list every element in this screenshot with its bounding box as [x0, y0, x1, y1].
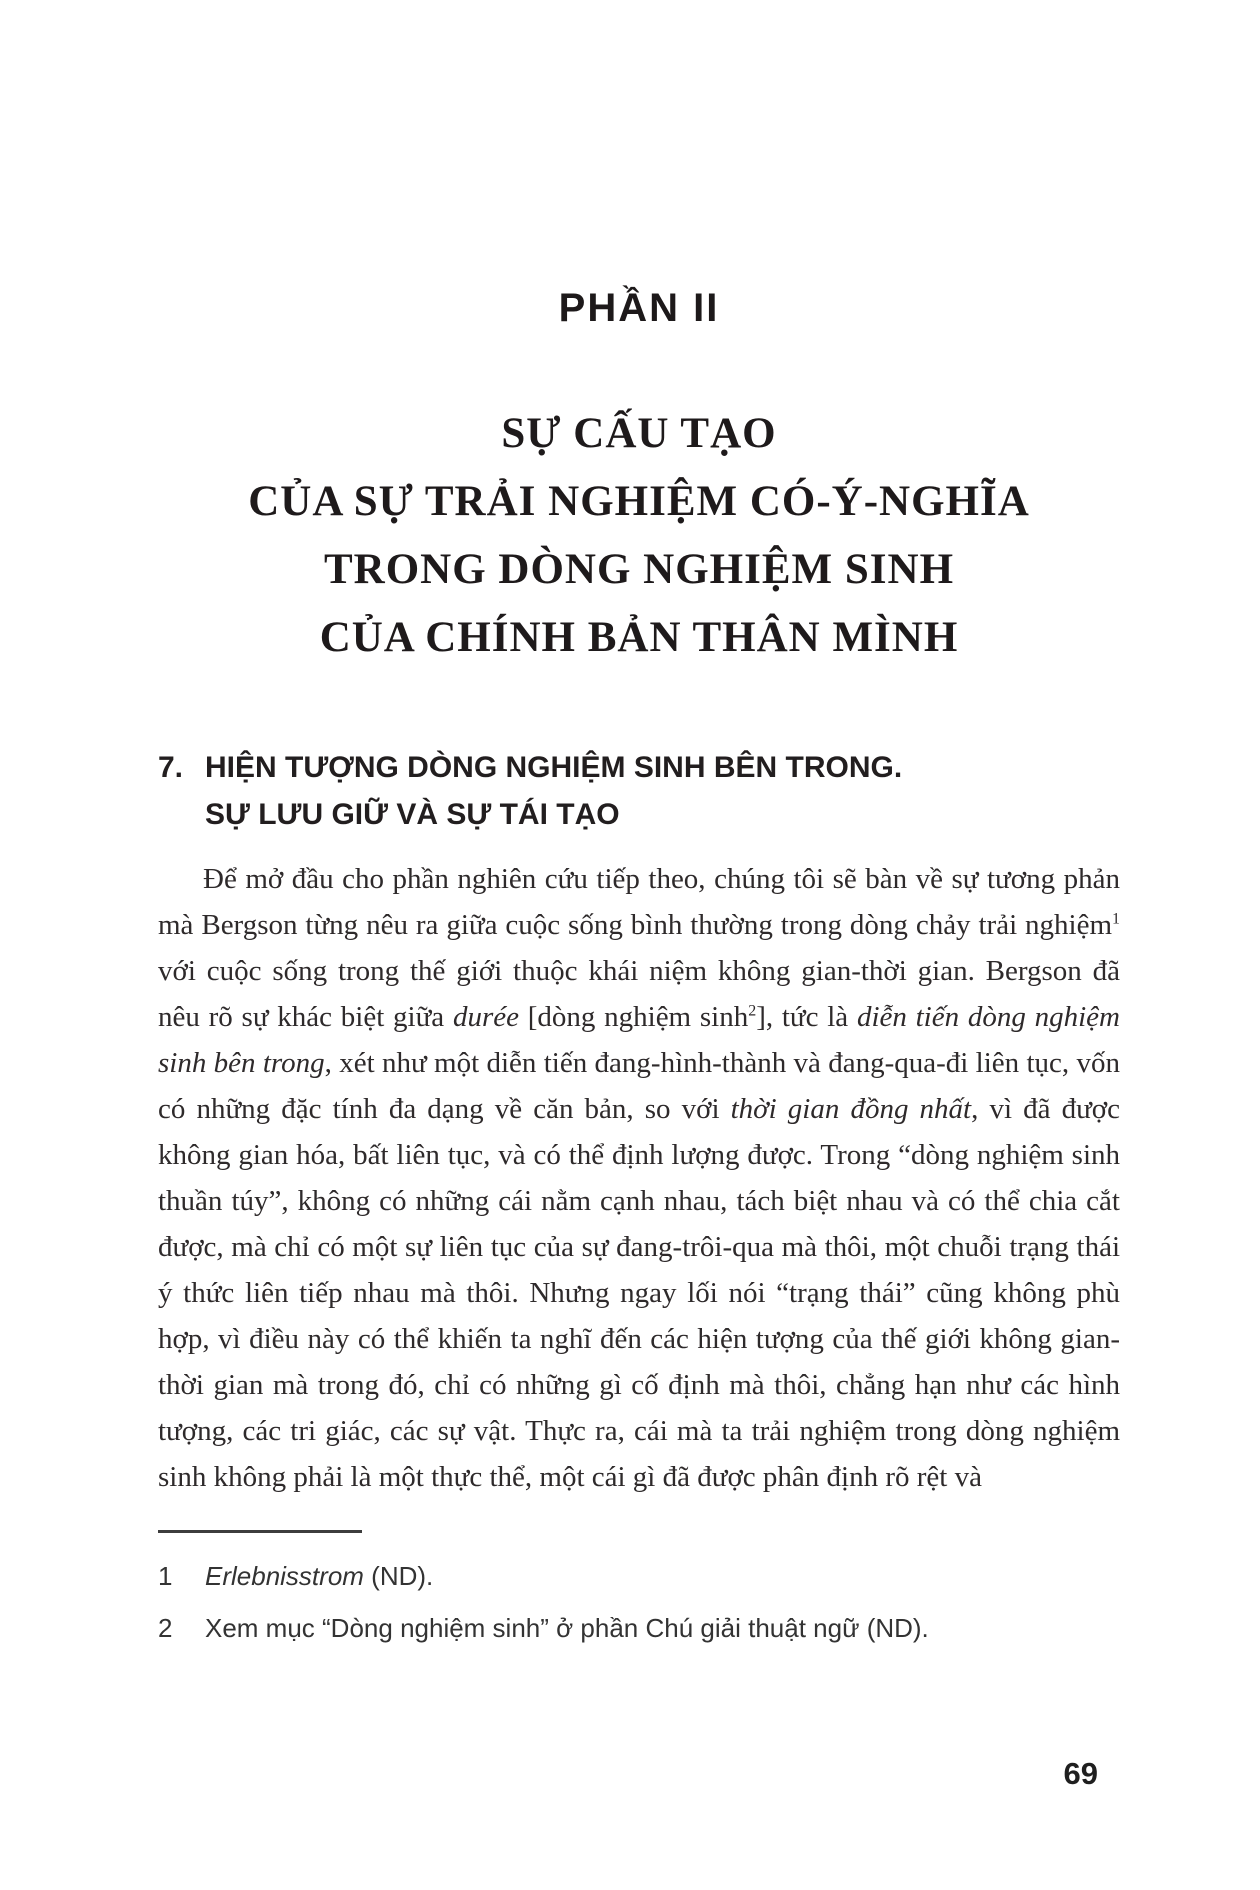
text-segment: , vì đã được không gian hóa, bất liên tục, và có thể định lượng được. Trong “dòng nghiệm sinh thuần túy”, không có những cái nằm cạnh nhau, tách biệt nhau và có thể chia cắt được, mà chỉ có một sự liên tục của sự đang-trôi-qua mà thôi, một chuỗi trạng thái ý thức liên tiếp nhau mà thôi. Nhưng ngay lối nói “trạng thái” cũng không phù hợp, vì điều này có thể khiến ta nghĩ đến các hiện tượng của thế giới không gian-thời gian mà trong đó, chỉ có những gì cố định mà thôi, chẳng hạn như các hình tượng, các tri giác, các sự vật. Thực ra, cái mà ta trải nghiệm trong dòng nghiệm sinh không phải là một thực thể, một cái gì đã được phân định rõ rệt và [158, 1093, 1120, 1493]
page-title [158, 400, 1120, 672]
part-label: PHẦN II [558, 286, 720, 330]
text-segment: durée [452, 1001, 519, 1033]
footnote-2-text [205, 1611, 929, 1645]
footnote-ref-marker: 1 [1112, 910, 1120, 928]
text-segment: Để mở đầu cho phần nghiên cứu tiếp theo, chúng tôi sẽ bàn về sự tương phản mà Bergson từng nêu ra giữa cuộc sống bình thường trong dòng chảy trải nghiệm [158, 863, 1120, 941]
title-line-4: CỦA CHÍNH BẢN THÂN MÌNH [319, 614, 959, 661]
section-heading-line-2: SỰ LƯU GIỮ VÀ SỰ TÁI TẠO [205, 798, 620, 831]
section-heading [158, 744, 1120, 838]
text-segment: với cuộc sống trong thế giới thuộc khái niệm không gian-thời gian. Bergson đã nêu rõ sự khác biệt giữa [158, 955, 1120, 1033]
section-heading-text [205, 744, 902, 838]
section-heading-line-1: HIỆN TƯỢNG DÒNG NGHIỆM SINH BÊN TRONG. [205, 751, 903, 784]
footnote-ref-marker: 2 [748, 1002, 757, 1020]
text-segment: (ND). [363, 1561, 434, 1591]
footnote-2 [158, 1611, 1120, 1645]
title-line-2: CỦA SỰ TRẢI NGHIỆM CÓ-Ý-NGHĨA [248, 478, 1030, 525]
title-line-3: TRONG DÒNG NGHIỆM SINH [323, 546, 955, 593]
footnote-1 [158, 1559, 1120, 1593]
text-segment: thời gian đồng nhất [730, 1093, 972, 1125]
text-segment: [dòng nghiệm sinh [518, 1001, 749, 1033]
page-content [0, 288, 1260, 1645]
body-paragraph [158, 856, 1120, 1500]
section-number: 7. [158, 751, 184, 784]
text-segment: Erlebnisstrom [205, 1561, 364, 1591]
text-segment: ], tức là [756, 1001, 857, 1033]
footnote-2-number: 2 [158, 1613, 173, 1643]
footnote-1-number: 1 [158, 1561, 173, 1591]
footnote-separator [158, 1530, 362, 1533]
page-number: 69 [1063, 1756, 1098, 1791]
title-line-1: SỰ CẤU TẠO [501, 410, 777, 457]
text-segment: diễn tiến dòng nghiệm sinh bên trong [158, 1001, 1120, 1079]
footnotes [158, 1559, 1120, 1645]
footnote-1-text [205, 1559, 433, 1593]
text-segment: Xem mục “Dòng nghiệm sinh” ở phần Chú giải thuật ngữ (ND). [205, 1613, 929, 1643]
text-segment: , xét như một diễn tiến đang-hình-thành và đang-qua-đi liên tục, vốn có những đặc tính đa dạng về căn bản, so với [158, 1047, 1120, 1125]
